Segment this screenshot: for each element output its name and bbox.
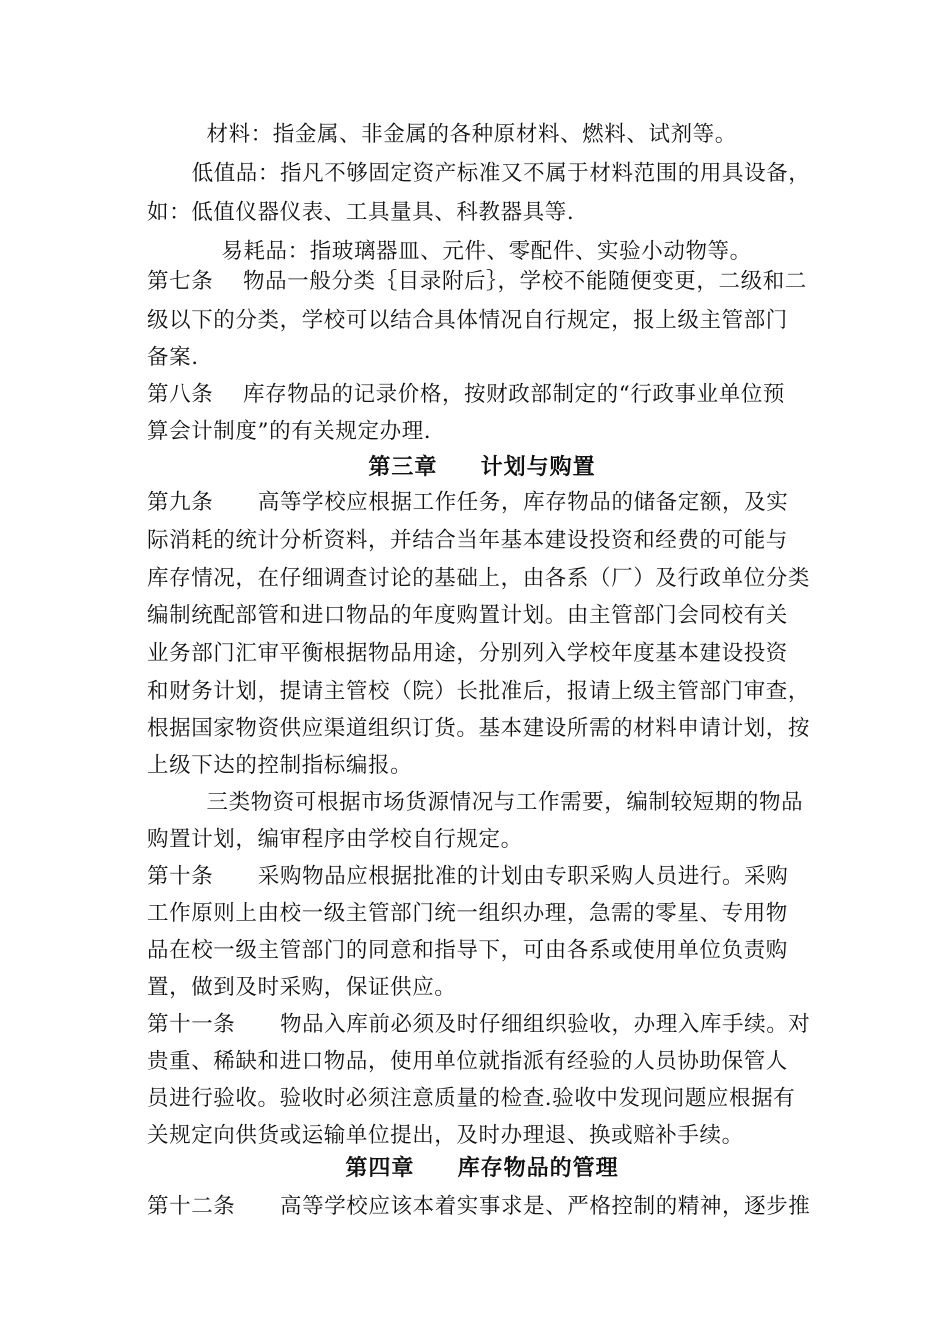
text-line: 购置计划，编审程序由学校自行规定。 <box>147 827 523 852</box>
text-line: 备案. <box>147 345 199 370</box>
text-line: 品在校一级主管部门的同意和指导下，可由各系或使用单位负责购 <box>147 938 788 963</box>
text-line: 关规定向供货或运输单位提出，及时办理退、换或赔补手续。 <box>147 1123 744 1148</box>
text-line: 上级下达的控制指标编报。 <box>147 753 413 778</box>
text-line: 第九条 高等学校应根据工作任务，库存物品的储备定额，及实 <box>147 490 789 515</box>
text-line: 材料：指金属、非金属的各种原材料、燃料、试剂等。 <box>147 122 737 147</box>
text-line: 和财务计划，提请主管校（院）长批准后，报请上级主管部门审查， <box>147 679 811 704</box>
text-line: 员进行验收。验收时必须注意质量的检查.验收中发现问题应根据有 <box>147 1086 796 1111</box>
text-line: 业务部门汇审平衡根据物品用途，分别列入学校年度基本建设投资 <box>147 641 788 666</box>
text-line: 低值品：指凡不够固定资产标准又不属于材料范围的用具设备， <box>147 161 811 186</box>
text-line: 三类物资可根据市场货源情况与工作需要，编制较短期的物品 <box>147 790 804 815</box>
text-line: 第十条 采购物品应根据批准的计划由专职采购人员进行。采购 <box>147 864 789 889</box>
chapter-heading: 第三章 计划与购置 <box>368 455 596 480</box>
text-line: 易耗品：指玻璃器皿、元件、零配件、实验小动物等。 <box>147 239 752 264</box>
text-line: 算会计制度”的有关规定办理. <box>147 419 432 444</box>
text-line: 第八条 库存物品的记录价格，按财政部制定的“行政事业单位预 <box>147 382 786 407</box>
text-line: 第七条 物品一般分类｛目录附后｝，学校不能随便变更，二级和二 <box>147 269 807 294</box>
text-line: 置，做到及时采购，保证供应。 <box>147 975 457 1000</box>
chapter-heading: 第四章 库存物品的管理 <box>345 1156 619 1181</box>
text-line: 如：低值仪器仪表、工具量具、科教器具等. <box>147 200 575 225</box>
text-line: 第十二条 高等学校应该本着实事求是、严格控制的精神，逐步推 <box>147 1194 811 1219</box>
text-line: 第十一条 物品入库前必须及时仔细组织验收，办理入库手续。对 <box>147 1012 811 1037</box>
text-line: 工作原则上由校一级主管部门统一组织办理，急需的零星、专用物 <box>147 901 788 926</box>
text-line: 际消耗的统计分析资料，并结合当年基本建设投资和经费的可能与 <box>147 528 788 553</box>
text-line: 级以下的分类，学校可以结合具体情况自行规定，报上级主管部门 <box>147 308 788 333</box>
text-line: 贵重、稀缺和进口物品，使用单位就指派有经验的人员协助保管人 <box>147 1049 788 1074</box>
text-line: 库存情况，在仔细调查讨论的基础上，由各系（厂）及行政单位分类 <box>147 566 811 591</box>
text-line: 编制统配部管和进口物品的年度购置计划。由主管部门会同校有关 <box>147 603 788 628</box>
text-line: 根据国家物资供应渠道组织订货。基本建设所需的材料申请计划，按 <box>147 716 811 741</box>
